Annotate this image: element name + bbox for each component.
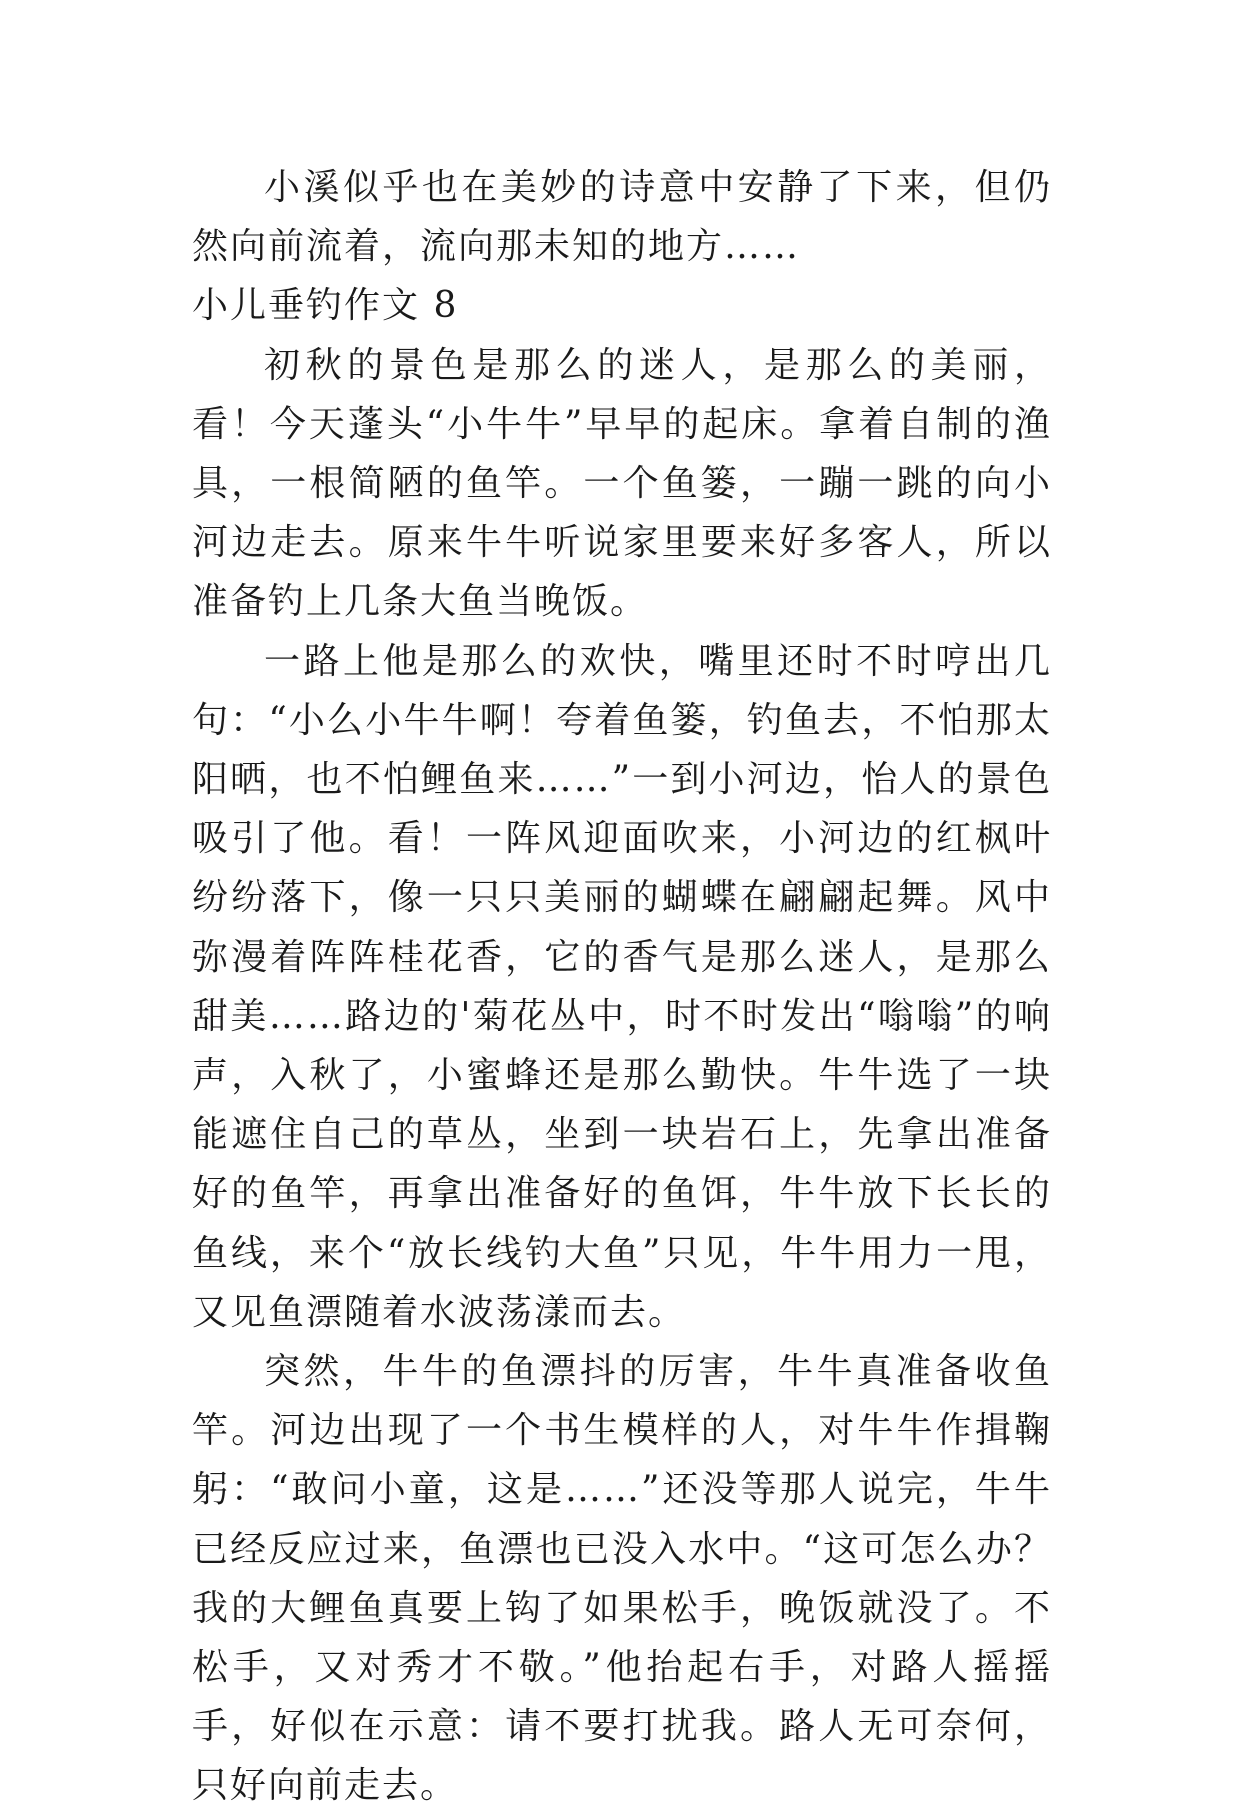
body-paragraph: 一路上他是那么的欢快，嘴里还时不时哼出几句：“小么小牛牛啊！夸着鱼篓，钓鱼去，不怕那太阳晒，也不怕鲤鱼来……”一到小河边，怡人的景色吸引了他。看！一阵风迎面吹来，小河边的红枫叶纷纷落下，像一只只美丽的蝴蝶在翩翩起舞。风中弥漫着阵阵桂花香，它的香气是那么迷人，是那么甜美……路边的'菊花丛中，时不时发出“嗡嗡”的响声，入秋了，小蜜蜂还是那么勤快。牛牛选了一块能遮住自己的草丛，坐到一块岩石上，先拿出准备好的鱼竿，再拿出准备好的鱼饵，牛牛放下长长的鱼线，来个“放长线钓大鱼”只见，牛牛用力一甩，又见鱼漂随着水波荡漾而去。 — [192, 640, 1052, 1333]
body-paragraph: 突然，牛牛的鱼漂抖的厉害，牛牛真准备收鱼竿。河边出现了一个书生模样的人，对牛牛作揖鞠躬：“敢问小童，这是……”还没等那人说完，牛牛已经反应过来，鱼漂也已没入水中。“这可怎么办？我的大鲤鱼真要上钩了如果松手，晚饭就没了。不松手，又对秀才不敬。”他抬起右手，对路人摇摇手，好似在示意：请不要打扰我。路人无可奈何，只好向前走去。 — [192, 1351, 1052, 1807]
section-title: 小儿垂钓作文 8 — [192, 285, 459, 327]
intro-paragraph: 小溪似乎也在美妙的诗意中安静了下来，但仍然向前流着，流向那未知的地方…… — [192, 167, 1052, 268]
body-paragraph: 初秋的景色是那么的迷人，是那么的美丽，看！今天蓬头“小牛牛”早早的起床。拿着自制的渔具，一根简陋的鱼竿。一个鱼篓，一蹦一跳的向小河边走去。原来牛牛听说家里要来好多客人，所以准备钓上几条大鱼当晚饭。 — [192, 344, 1052, 623]
document-body — [192, 158, 1052, 1816]
